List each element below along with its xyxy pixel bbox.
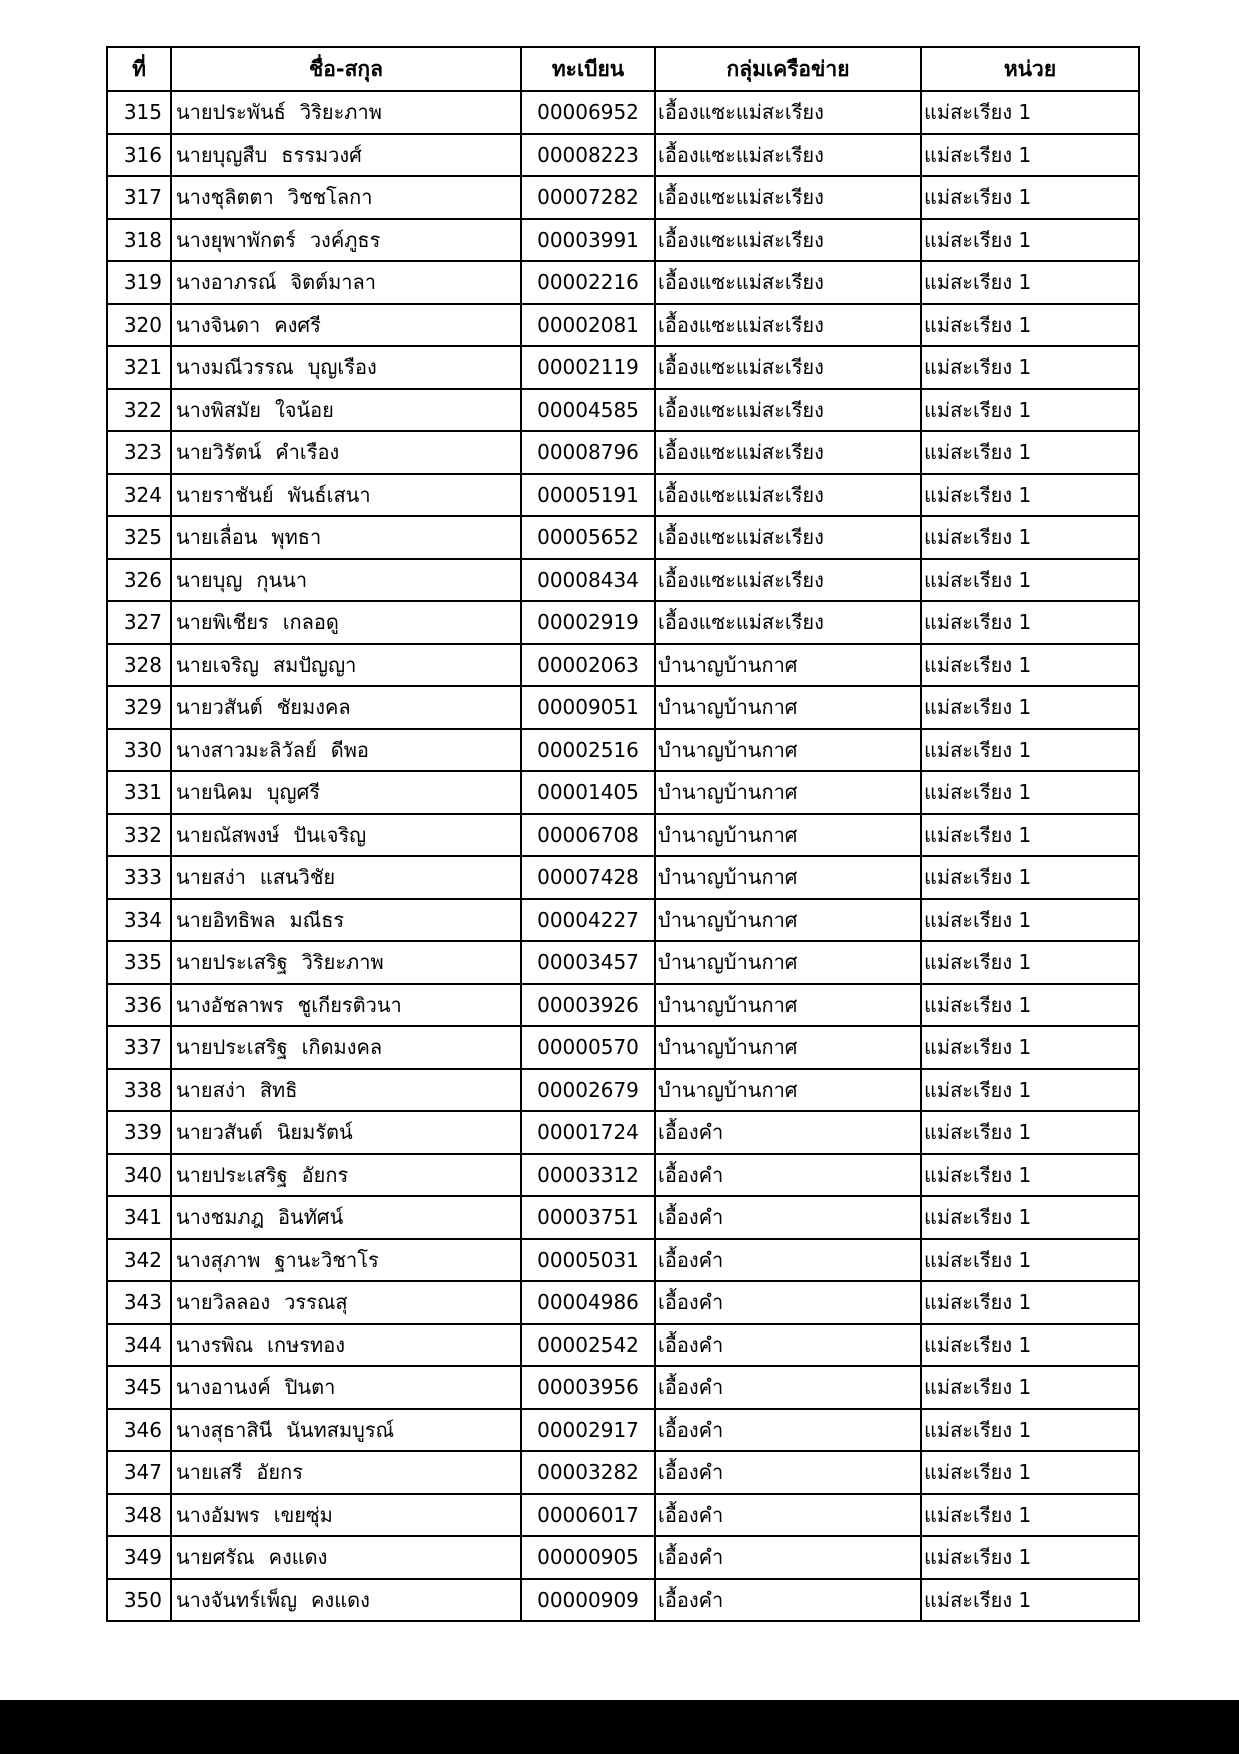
member-last-name: แสนวิชัย [259,865,336,890]
network-group: บำนาญบ้านกาศ [655,941,921,984]
table-row [107,516,1139,559]
member-last-name: มณีธร [289,907,345,932]
unit-name: แม่สะเรียง 1 [921,729,1139,772]
registration-number: 00003956 [521,1366,655,1409]
network-group: บำนาญบ้านกาศ [655,729,921,772]
registration-number: 00003312 [521,1154,655,1197]
member-last-name: พุทธา [271,525,322,550]
unit-name: แม่สะเรียง 1 [921,1409,1139,1452]
registration-number: 00003282 [521,1451,655,1494]
unit-name: แม่สะเรียง 1 [921,1366,1139,1409]
row-number: 321 [107,346,171,389]
table-row [107,1111,1139,1154]
member-first-name: นางจินดา [176,312,261,337]
network-group: บำนาญบ้านกาศ [655,1026,921,1069]
unit-name: แม่สะเรียง 1 [921,219,1139,262]
network-group: เอื้องแซะแม่สะเรียง [655,134,921,177]
table-row [107,814,1139,857]
row-number: 334 [107,899,171,942]
member-name [171,346,521,389]
member-name [171,1026,521,1069]
registration-number: 00004986 [521,1281,655,1324]
member-first-name: นายณัสพงษ์ [176,822,280,847]
row-number: 328 [107,644,171,687]
row-number: 326 [107,559,171,602]
network-group: บำนาญบ้านกาศ [655,771,921,814]
network-group: เอื้องคำ [655,1451,921,1494]
member-name [171,176,521,219]
member-name [171,1536,521,1579]
member-last-name: วิริยะภาพ [301,950,384,975]
header-registration: ทะเบียน [521,47,655,91]
table-row [107,346,1139,389]
table-row [107,1536,1139,1579]
table-row [107,1281,1139,1324]
row-number: 338 [107,1069,171,1112]
unit-name: แม่สะเรียง 1 [921,559,1139,602]
table-row [107,1451,1139,1494]
unit-name: แม่สะเรียง 1 [921,1579,1139,1622]
table-row [107,219,1139,262]
member-name [171,899,521,942]
member-name [171,1154,521,1197]
member-last-name: วรรณสุ [284,1290,348,1315]
table-row [107,261,1139,304]
registration-number: 00006952 [521,91,655,134]
member-name [171,1069,521,1112]
member-name [171,856,521,899]
member-last-name: เกลอดู [282,610,339,635]
member-name [171,91,521,134]
row-number: 341 [107,1196,171,1239]
registration-number: 00002119 [521,346,655,389]
unit-name: แม่สะเรียง 1 [921,771,1139,814]
row-number: 317 [107,176,171,219]
network-group: บำนาญบ้านกาศ [655,856,921,899]
table-row [107,1409,1139,1452]
row-number: 350 [107,1579,171,1622]
registration-number: 00008223 [521,134,655,177]
member-first-name: นางสุภาพ [176,1247,261,1272]
row-number: 336 [107,984,171,1027]
registration-number: 00005652 [521,516,655,559]
table-row [107,1239,1139,1282]
member-last-name: ธรรมวงศ์ [281,142,362,167]
member-name [171,644,521,687]
registration-number: 00005191 [521,474,655,517]
member-name [171,1494,521,1537]
member-first-name: นายราชันย์ [176,482,274,507]
member-first-name: นายประเสริฐ [176,950,288,975]
member-last-name: คงแดง [268,1545,328,1570]
registration-number: 00000905 [521,1536,655,1579]
member-last-name: เกิดมงคล [301,1035,383,1060]
table-row [107,134,1139,177]
network-group: เอื้องคำ [655,1366,921,1409]
unit-name: แม่สะเรียง 1 [921,474,1139,517]
member-name [171,261,521,304]
member-name [171,219,521,262]
table-body [107,91,1139,1621]
unit-name: แม่สะเรียง 1 [921,1239,1139,1282]
member-name [171,1324,521,1367]
network-group: เอื้องแซะแม่สะเรียง [655,431,921,474]
member-name [171,304,521,347]
unit-name: แม่สะเรียง 1 [921,389,1139,432]
row-number: 346 [107,1409,171,1452]
unit-name: แม่สะเรียง 1 [921,814,1139,857]
member-first-name: นายวสันต์ [176,695,263,720]
network-group: เอื้องคำ [655,1536,921,1579]
member-first-name: นางอัมพร [176,1502,260,1527]
unit-name: แม่สะเรียง 1 [921,1196,1139,1239]
table-row [107,771,1139,814]
registration-number: 00000570 [521,1026,655,1069]
member-name [171,474,521,517]
member-first-name: นางอานงค์ [176,1375,271,1400]
member-name [171,1451,521,1494]
table-row [107,1366,1139,1409]
table-row [107,91,1139,134]
unit-name: แม่สะเรียง 1 [921,984,1139,1027]
registration-number: 00003457 [521,941,655,984]
table-row [107,1026,1139,1069]
member-first-name: นายบุญ [176,567,243,592]
registration-number: 00009051 [521,686,655,729]
table-row [107,729,1139,772]
member-name [171,941,521,984]
member-name [171,984,521,1027]
unit-name: แม่สะเรียง 1 [921,516,1139,559]
network-group: เอื้องคำ [655,1324,921,1367]
member-name [171,1281,521,1324]
member-first-name: นายอิทธิพล [176,907,276,932]
registration-number: 00002542 [521,1324,655,1367]
network-group: บำนาญบ้านกาศ [655,686,921,729]
member-first-name: นายประเสริฐ [176,1035,288,1060]
network-group: เอื้องแซะแม่สะเรียง [655,601,921,644]
member-name [171,814,521,857]
network-group: เอื้องแซะแม่สะเรียง [655,261,921,304]
member-name [171,1196,521,1239]
network-group: เอื้องแซะแม่สะเรียง [655,474,921,517]
member-name [171,1111,521,1154]
row-number: 324 [107,474,171,517]
member-last-name: ปันเจริญ [293,822,367,847]
member-name [171,389,521,432]
member-last-name: คงแดง [311,1587,370,1612]
member-first-name: นายศรัณ [176,1545,255,1570]
registration-number: 00006708 [521,814,655,857]
member-first-name: นายนิคม [176,780,253,805]
table-row [107,644,1139,687]
registration-number: 00008434 [521,559,655,602]
row-number: 343 [107,1281,171,1324]
network-group: เอื้องแซะแม่สะเรียง [655,389,921,432]
row-number: 349 [107,1536,171,1579]
unit-name: แม่สะเรียง 1 [921,1111,1139,1154]
header-row [107,47,1139,91]
header-no: ที่ [107,47,171,91]
member-last-name: สมปัญญา [272,652,357,677]
unit-name: แม่สะเรียง 1 [921,1324,1139,1367]
member-last-name: เขยซุ่ม [273,1502,333,1527]
unit-name: แม่สะเรียง 1 [921,601,1139,644]
network-group: เอื้องแซะแม่สะเรียง [655,91,921,134]
row-number: 329 [107,686,171,729]
unit-name: แม่สะเรียง 1 [921,1536,1139,1579]
registration-number: 00002917 [521,1409,655,1452]
member-first-name: นางรพิณ [176,1332,254,1357]
member-name [171,601,521,644]
unit-name: แม่สะเรียง 1 [921,134,1139,177]
row-number: 319 [107,261,171,304]
network-group: เอื้องแซะแม่สะเรียง [655,176,921,219]
row-number: 333 [107,856,171,899]
unit-name: แม่สะเรียง 1 [921,346,1139,389]
unit-name: แม่สะเรียง 1 [921,899,1139,942]
member-last-name: วงค์ภูธร [309,227,381,252]
registration-number: 00002679 [521,1069,655,1112]
row-number: 323 [107,431,171,474]
row-number: 342 [107,1239,171,1282]
member-last-name: คงศรี [274,312,321,337]
table-row [107,941,1139,984]
member-first-name: นายประเสริฐ [176,1162,288,1187]
registration-number: 00001405 [521,771,655,814]
registration-number: 00002919 [521,601,655,644]
network-group: เอื้องคำ [655,1239,921,1282]
member-last-name: อัยกร [301,1162,349,1187]
network-group: เอื้องแซะแม่สะเรียง [655,304,921,347]
table-row [107,1494,1139,1537]
unit-name: แม่สะเรียง 1 [921,261,1139,304]
table-row [107,899,1139,942]
member-name [171,686,521,729]
member-first-name: นายพิเชียร [176,610,269,635]
registration-number: 00004585 [521,389,655,432]
member-first-name: นางอัชลาพร [176,992,284,1017]
network-group: เอื้องคำ [655,1409,921,1452]
member-first-name: นายเจริญ [176,652,259,677]
row-number: 322 [107,389,171,432]
member-last-name: พันธ์เสนา [287,482,371,507]
registration-number: 00007428 [521,856,655,899]
network-group: เอื้องคำ [655,1111,921,1154]
member-first-name: นายสง่า [176,865,246,890]
row-number: 340 [107,1154,171,1197]
member-last-name: บุญศรี [266,780,321,805]
member-last-name: บุญเรือง [307,355,377,380]
registration-number: 00002216 [521,261,655,304]
member-last-name: อินทัศน์ [278,1205,344,1230]
table-row [107,984,1139,1027]
registration-number: 00002063 [521,644,655,687]
member-first-name: นายเสรี [176,1460,243,1485]
network-group: เอื้องแซะแม่สะเรียง [655,559,921,602]
row-number: 330 [107,729,171,772]
table-header [107,47,1139,91]
member-last-name: นันทสมบูรณ์ [286,1417,395,1442]
row-number: 348 [107,1494,171,1537]
member-last-name: ชัยมงคล [276,695,351,720]
registration-number: 00003926 [521,984,655,1027]
member-last-name: นิยมรัตน์ [276,1120,353,1145]
row-number: 337 [107,1026,171,1069]
unit-name: แม่สะเรียง 1 [921,431,1139,474]
registration-number: 00005031 [521,1239,655,1282]
member-name [171,1239,521,1282]
table-row [107,389,1139,432]
row-number: 320 [107,304,171,347]
member-last-name: จิตต์มาลา [290,270,376,295]
member-name [171,729,521,772]
row-number: 318 [107,219,171,262]
member-first-name: นายวิรัตน์ [176,440,262,465]
member-last-name: ชูเกียรติวนา [297,992,402,1017]
network-group: เอื้องคำ [655,1196,921,1239]
unit-name: แม่สะเรียง 1 [921,686,1139,729]
network-group: บำนาญบ้านกาศ [655,1069,921,1112]
row-number: 344 [107,1324,171,1367]
table-row [107,474,1139,517]
member-name [171,559,521,602]
network-group: เอื้องคำ [655,1281,921,1324]
scan-bottom-edge [0,1700,1239,1754]
network-group: เอื้องคำ [655,1494,921,1537]
row-number: 331 [107,771,171,814]
member-first-name: นางอาภรณ์ [176,270,277,295]
unit-name: แม่สะเรียง 1 [921,304,1139,347]
table-row [107,686,1139,729]
member-first-name: นางสุธาสินี [176,1417,273,1442]
registration-number: 00002516 [521,729,655,772]
member-first-name: นางยุพาพักตร์ [176,227,296,252]
unit-name: แม่สะเรียง 1 [921,176,1139,219]
registration-number: 00004227 [521,899,655,942]
member-first-name: นางมณีวรรณ [176,355,294,380]
member-first-name: นายวสันต์ [176,1120,263,1145]
member-name [171,1366,521,1409]
table-row [107,559,1139,602]
registration-number: 00003991 [521,219,655,262]
row-number: 327 [107,601,171,644]
header-unit: หน่วย [921,47,1139,91]
table-row [107,1196,1139,1239]
network-group: เอื้องแซะแม่สะเรียง [655,516,921,559]
member-name [171,134,521,177]
header-name: ชื่อ-สกุล [171,47,521,91]
network-group: เอื้องคำ [655,1154,921,1197]
unit-name: แม่สะเรียง 1 [921,856,1139,899]
unit-name: แม่สะเรียง 1 [921,1451,1139,1494]
member-first-name: นางชมภฎ [176,1205,265,1230]
row-number: 316 [107,134,171,177]
member-first-name: นายสง่า [176,1077,246,1102]
member-last-name: กุนนา [256,567,308,592]
member-name [171,431,521,474]
member-first-name: นางชุลิตตา [176,185,274,210]
registration-number: 00000909 [521,1579,655,1622]
member-last-name: สิทธิ [259,1077,298,1102]
member-last-name: ฐานะวิชาโร [274,1247,379,1272]
table-row [107,1324,1139,1367]
row-number: 335 [107,941,171,984]
member-first-name: นายวิลลอง [176,1290,271,1315]
network-group: บำนาญบ้านกาศ [655,644,921,687]
network-group: บำนาญบ้านกาศ [655,814,921,857]
registration-number: 00008796 [521,431,655,474]
member-name [171,1579,521,1622]
member-first-name: นายบุญสืบ [176,142,268,167]
network-group: บำนาญบ้านกาศ [655,984,921,1027]
member-last-name: ดีพอ [330,737,369,762]
unit-name: แม่สะเรียง 1 [921,1281,1139,1324]
member-last-name: อัยกร [256,1460,303,1485]
member-last-name: วิชชโลกา [287,185,373,210]
member-first-name: นายเลื่อน [176,525,258,550]
table-row [107,304,1139,347]
network-group: เอื้องคำ [655,1579,921,1622]
member-last-name: เกษรทอง [267,1332,345,1357]
member-name [171,1409,521,1452]
member-first-name: นางจันทร์เพ็ญ [176,1587,298,1612]
registration-number: 00003751 [521,1196,655,1239]
registration-number: 00006017 [521,1494,655,1537]
network-group: บำนาญบ้านกาศ [655,899,921,942]
member-roster-table [106,46,1140,1622]
table-row [107,176,1139,219]
table-row [107,1069,1139,1112]
row-number: 332 [107,814,171,857]
row-number: 347 [107,1451,171,1494]
network-group: เอื้องแซะแม่สะเรียง [655,219,921,262]
header-network-group: กลุ่มเครือข่าย [655,47,921,91]
member-name [171,516,521,559]
network-group: เอื้องแซะแม่สะเรียง [655,346,921,389]
member-first-name: นายประพันธ์ [176,100,286,125]
table-row [107,601,1139,644]
row-number: 339 [107,1111,171,1154]
table-row [107,431,1139,474]
registration-number: 00007282 [521,176,655,219]
registration-number: 00002081 [521,304,655,347]
unit-name: แม่สะเรียง 1 [921,1154,1139,1197]
unit-name: แม่สะเรียง 1 [921,1026,1139,1069]
unit-name: แม่สะเรียง 1 [921,1494,1139,1537]
row-number: 315 [107,91,171,134]
unit-name: แม่สะเรียง 1 [921,644,1139,687]
member-last-name: คำเรือง [275,440,340,465]
unit-name: แม่สะเรียง 1 [921,941,1139,984]
member-last-name: ปินตา [284,1375,336,1400]
table-row [107,1579,1139,1622]
member-first-name: นางสาวมะลิวัลย์ [176,737,317,762]
member-last-name: ใจน้อย [274,397,334,422]
row-number: 325 [107,516,171,559]
member-last-name: วิริยะภาพ [299,100,382,125]
registration-number: 00001724 [521,1111,655,1154]
member-name [171,771,521,814]
table-row [107,1154,1139,1197]
row-number: 345 [107,1366,171,1409]
unit-name: แม่สะเรียง 1 [921,91,1139,134]
table-row [107,856,1139,899]
member-first-name: นางพิสมัย [176,397,261,422]
unit-name: แม่สะเรียง 1 [921,1069,1139,1112]
